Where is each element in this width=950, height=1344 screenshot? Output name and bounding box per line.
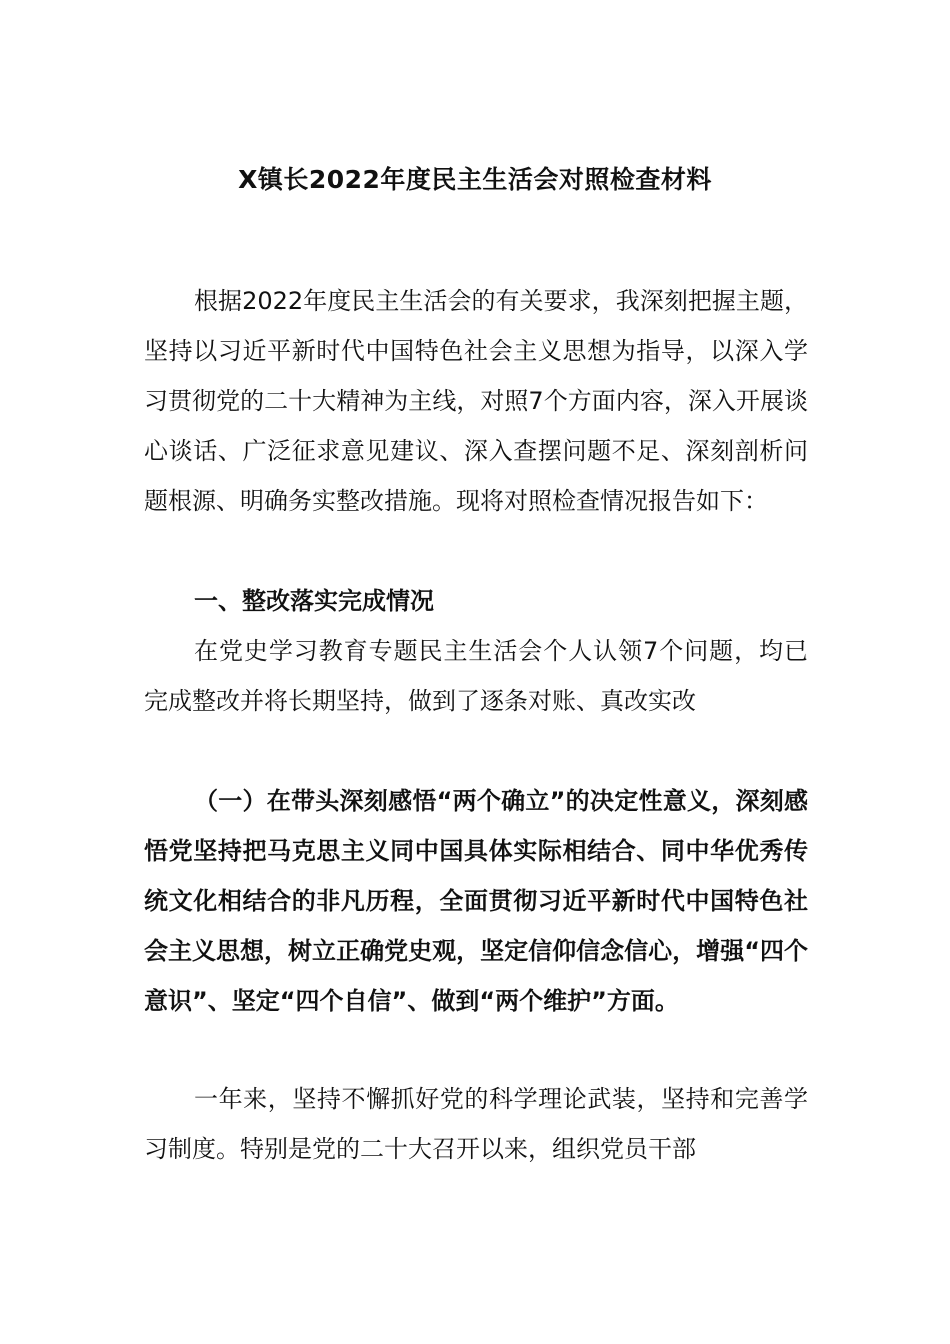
intro-paragraph: 根据2022年度民主生活会的有关要求，我深刻把握主题，坚持以习近平新时代中国特色社会主义思想为指导，以深入学习贯彻党的二十大精神为主线，对照7个方面内容，深入开展谈心谈话、广泛征求意见建议、深入查摆问题不足、深刻剖析问题根源、明确务实整改措施。现将对照检查情况报告如下： xyxy=(144,287,808,515)
section-heading-1: 一、整改落实完成情况 xyxy=(194,587,434,615)
year-review-paragraph: 一年来，坚持不懈抓好党的科学理论武装，坚持和完善学习制度。特别是党的二十大召开以来，组织党员干部 xyxy=(144,1085,808,1163)
document-title: X镇长2022年度民主生活会对照检查材料 xyxy=(238,165,712,194)
rectification-paragraph: 在党史学习教育专题民主生活会个人认领7个问题，均已完成整改并将长期坚持，做到了逐条对账、真改实改 xyxy=(144,637,808,715)
subsection-heading-1: （一）在带头深刻感悟“两个确立”的决定性意义，深刻感悟党坚持把马克思主义同中国具体实际相结合、同中华优秀传统文化相结合的非凡历程，全面贯彻习近平新时代中国特色社会主义思想，树立正确党史观，坚定信仰信念信心，增强“四个意识”、坚定“四个自信”、做到“两个维护”方面。 xyxy=(144,787,808,1015)
